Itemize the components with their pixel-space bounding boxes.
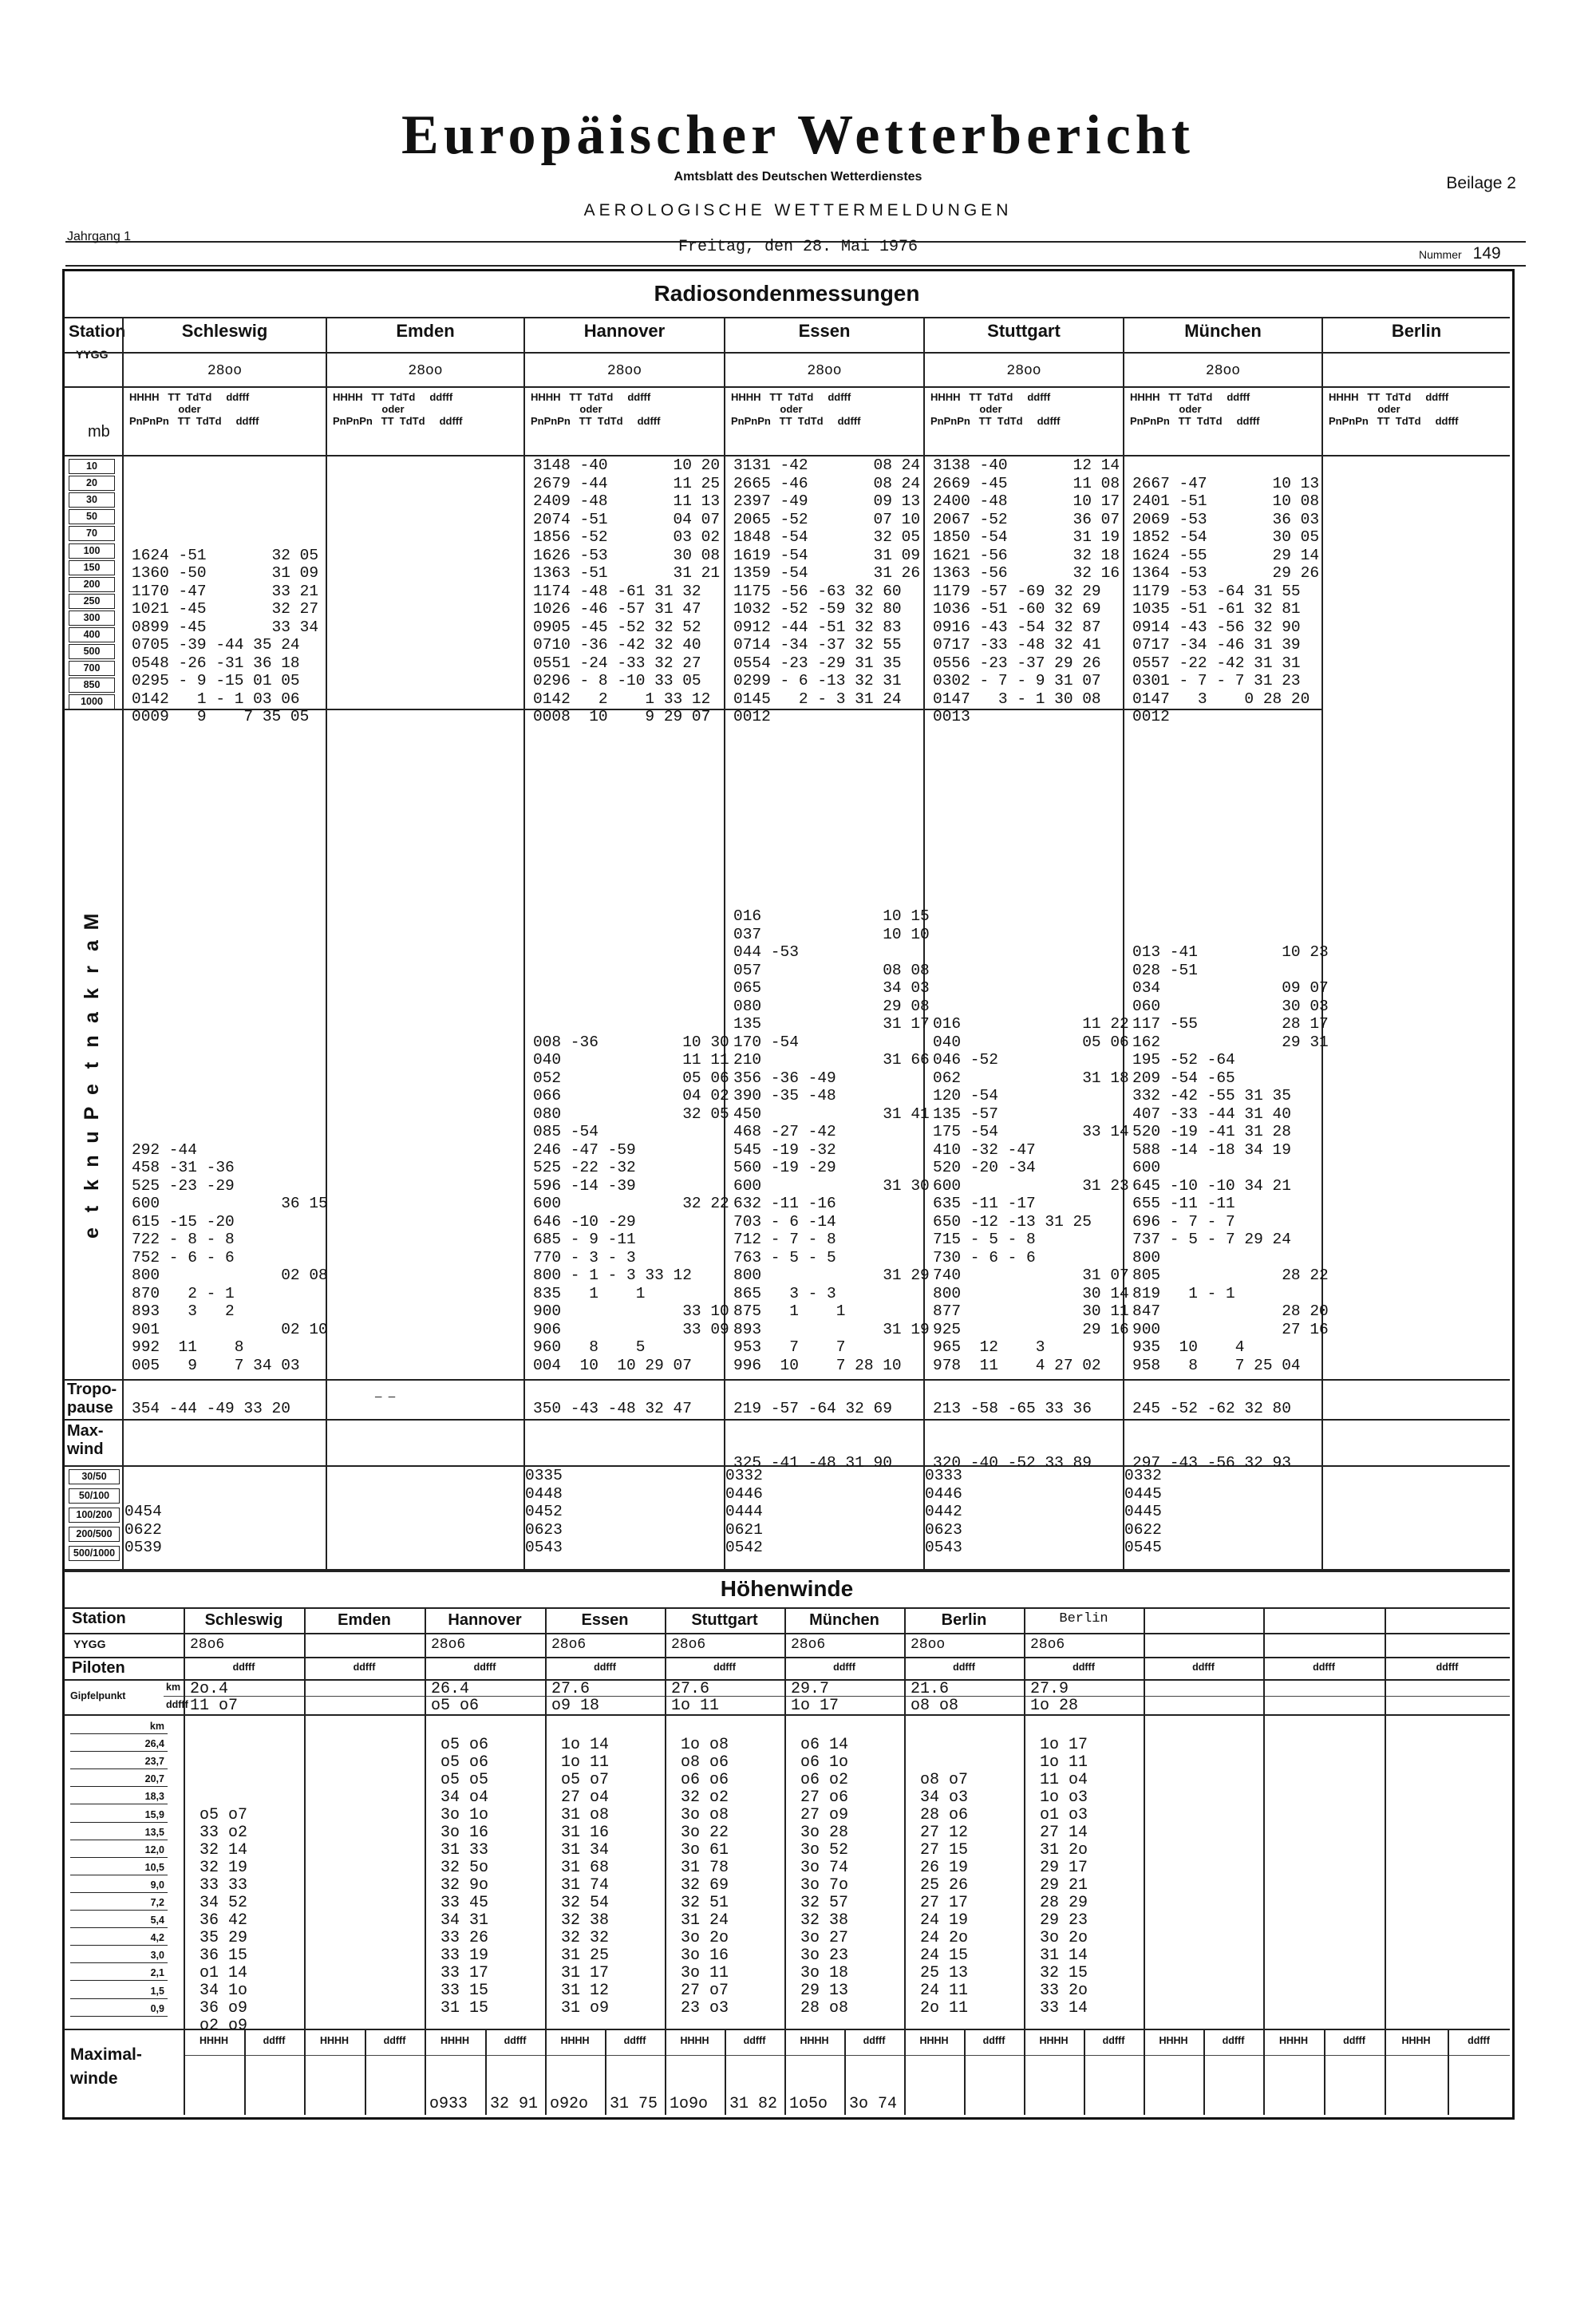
gipfel-ddfff: 1o 28 bbox=[1030, 1697, 1079, 1715]
mb-level: 700 bbox=[69, 661, 115, 676]
nummer-label: Nummer bbox=[1419, 248, 1462, 261]
wind-height: 0,9 bbox=[70, 2002, 168, 2017]
marked-label-char: u bbox=[81, 1131, 103, 1144]
ddfff-label: ddfff bbox=[473, 1662, 496, 1673]
rule bbox=[64, 352, 1510, 354]
rule bbox=[64, 1679, 1510, 1681]
marked-label-char: r bbox=[81, 966, 103, 974]
shear-data: 0332 0445 0445 0622 0545 bbox=[1124, 1467, 1162, 1556]
mb-level: 20 bbox=[69, 476, 115, 491]
wind-station-name: Stuttgart bbox=[691, 1611, 758, 1629]
maxwind-label: Max- wind bbox=[67, 1422, 104, 1458]
marked-label-char: a bbox=[81, 940, 103, 951]
ddfff-label: ddfff bbox=[982, 2035, 1005, 2046]
max-ddfff: 32 91 bbox=[490, 2095, 539, 2113]
hhhh-label: HHHH bbox=[1278, 2035, 1309, 2046]
wind-column-data: o8 o7 34 o3 28 o6 27 12 27 15 26 19 25 26 27 17 24 19 24 2o 24 15 25 13 24 11 2o 11 bbox=[920, 1771, 969, 2017]
hhhh-label: HHHH bbox=[199, 2035, 229, 2046]
shear-level: 50/100 bbox=[69, 1488, 120, 1504]
ddfff-label: ddfff bbox=[232, 1662, 255, 1673]
shear-data: 0333 0446 0442 0623 0543 bbox=[925, 1467, 962, 1556]
wind-height: 9,0 bbox=[70, 1878, 168, 1893]
rule bbox=[64, 1419, 1510, 1421]
winds-section-title: Höhenwinde bbox=[720, 1576, 854, 1601]
column-rule bbox=[1123, 317, 1124, 1569]
station-name: Schleswig bbox=[181, 321, 268, 341]
station-std-data: 3148 -40 10 20 2679 -44 11 25 2409 -48 11 13 2074 -51 04 07 1856 -52 03 02 1626 -53 30 08 1363 -51 31 21 1174 -48 -61 31 32 1026 -46 -57 31 47 0905 -45 -52 32 52 0710 -36 -42 32 40 0551 -24 -33 32 27 0296 - 8 -10 33 05 0142 2 1 33 12 0008 10 9 29 07 bbox=[533, 456, 721, 725]
wind-yygg: 28o6 bbox=[190, 1637, 225, 1653]
mb-level: 100 bbox=[69, 543, 115, 559]
station-marked-data: 013 -41 10 23 028 -51 034 09 07 060 30 03 117 -55 28 17 162 29 31 195 -52 -64 209 -54 -65 332 -42 -55 31 35 407 -33 -44 31 40 520 -19 -41 31 28 588 -14 -18 34 19 600 645 -10 -10 34 21 655 -11 -11 696 - 7 - 7 737 - 5 - 7 29 24 800 805 28 22 819 1 - 1 847 28 20 900 27 16 935 10 4 958 8 7 25 04 bbox=[1132, 943, 1329, 1374]
maxwind-value: 320 -40 -52 33 89 bbox=[933, 1454, 1092, 1472]
mb-level: 30 bbox=[69, 492, 115, 508]
max-height: 1o9o bbox=[670, 2095, 709, 2113]
marked-label-char: k bbox=[81, 1180, 103, 1191]
rule bbox=[64, 1571, 1510, 1572]
tropopause-value: 219 -57 -64 32 69 bbox=[733, 1400, 892, 1417]
wind-height: 1,5 bbox=[70, 1984, 168, 1999]
beilage: Beilage 2 bbox=[1446, 174, 1516, 192]
mb-level: 300 bbox=[69, 611, 115, 626]
wind-column-data: o5 o7 33 o2 32 14 32 19 33 33 34 52 36 42 35 29 36 15 o1 14 34 1o 36 o9 o2 o9 bbox=[200, 1806, 248, 2035]
mb-level: 1000 bbox=[69, 694, 115, 709]
shear-level: 500/1000 bbox=[69, 1546, 120, 1561]
hhhh-label: HHHH bbox=[800, 2035, 829, 2046]
wind-station-name: Berlin bbox=[941, 1611, 987, 1629]
ddfff-label: ddfff bbox=[263, 2035, 286, 2046]
rule bbox=[64, 1714, 1510, 1716]
column-header: HHHH TT TdTd ddfff oder PnPnPn TT TdTd ddfff bbox=[531, 391, 661, 427]
marked-label-char: n bbox=[81, 1035, 103, 1048]
column-rule bbox=[122, 317, 124, 1569]
shear-level: 100/200 bbox=[69, 1508, 120, 1523]
mb-level: 500 bbox=[69, 644, 115, 659]
wind-station-name: München bbox=[809, 1611, 879, 1629]
wind-column-data: 1o 17 1o 11 11 o4 1o o3 o1 o3 27 14 31 2o 29 17 29 21 28 29 29 23 3o 2o 31 14 32 15 33 2o 33 14 bbox=[1040, 1736, 1088, 2017]
marked-label-char: a bbox=[81, 1012, 103, 1023]
mb-level: 400 bbox=[69, 627, 115, 642]
shear-level: 30/50 bbox=[69, 1469, 120, 1484]
mb-level: 200 bbox=[69, 577, 115, 592]
rule bbox=[184, 2055, 1510, 2056]
gipfel-ddfff: 1o 17 bbox=[791, 1697, 839, 1715]
ddfff-label: ddfff bbox=[833, 1662, 855, 1673]
yygg-value: 28oo bbox=[408, 363, 443, 379]
gipfel-km: 2o.4 bbox=[190, 1680, 229, 1698]
station-name: Essen bbox=[798, 321, 851, 341]
mb-level: 150 bbox=[69, 560, 115, 575]
wind-station-name: Schleswig bbox=[204, 1611, 283, 1629]
gipfel-km: 29.7 bbox=[791, 1680, 830, 1698]
column-header: HHHH TT TdTd ddfff oder PnPnPn TT TdTd ddfff bbox=[1329, 391, 1459, 427]
hhhh-label: HHHH bbox=[1401, 2035, 1431, 2046]
ddfff-label: ddfff bbox=[594, 1662, 616, 1673]
station-std-data: 3138 -40 12 14 2669 -45 11 08 2400 -48 10 17 2067 -52 36 07 1850 -54 31 19 1621 -56 32 18 1363 -56 32 16 1179 -57 -69 32 29 1036 -51 -60 32 69 0916 -43 -54 32 87 0717 -33 -48 32 41 0556 -23 -37 29 26 0302 - 7 - 9 31 07 0147 3 - 1 30 08 0013 bbox=[933, 456, 1120, 725]
ddfff-label: ddfff bbox=[1102, 2035, 1125, 2046]
ddfff-label: ddfff bbox=[1313, 1662, 1335, 1673]
tropopause-value: 354 -44 -49 33 20 bbox=[132, 1400, 290, 1417]
gipfel-km-label: km bbox=[166, 1682, 181, 1693]
station-name: München bbox=[1184, 321, 1262, 341]
max-ddfff: 3o 74 bbox=[849, 2095, 898, 2113]
yygg-value: 28oo bbox=[207, 363, 243, 379]
column-header: HHHH TT TdTd ddfff oder PnPnPn TT TdTd ddfff bbox=[129, 391, 259, 427]
rule bbox=[64, 1607, 1510, 1609]
wind-yygg: 28o6 bbox=[671, 1637, 706, 1653]
mb-level: 850 bbox=[69, 678, 115, 693]
wind-height: 3,0 bbox=[70, 1948, 168, 1963]
marked-label-char: k bbox=[81, 988, 103, 999]
ddfff-label: ddfff bbox=[1222, 2035, 1245, 2046]
gipfelpunkt-label: Gipfelpunkt bbox=[70, 1690, 126, 1701]
gipfel-ddfff: o8 o8 bbox=[911, 1697, 959, 1715]
ddfff-label: ddfff bbox=[863, 2035, 886, 2046]
tropopause-value: 350 -43 -48 32 47 bbox=[533, 1400, 692, 1417]
station-label: Station bbox=[69, 322, 126, 341]
wind-height: 26,4 bbox=[70, 1737, 168, 1752]
max-height: o933 bbox=[429, 2095, 468, 2113]
radio-section-title: Radiosondenmessungen bbox=[654, 281, 920, 306]
ddfff-label: ddfff bbox=[1436, 1662, 1459, 1673]
ddfff-label: ddfff bbox=[1073, 1662, 1095, 1673]
winds-station-label: Station bbox=[72, 1610, 126, 1627]
gipfel-ddfff: 11 o7 bbox=[190, 1697, 239, 1715]
marked-label-char: n bbox=[81, 1155, 103, 1168]
yygg-value: 28oo bbox=[1205, 363, 1241, 379]
max-ddfff: 31 75 bbox=[610, 2095, 658, 2113]
wind-height: 10,5 bbox=[70, 1860, 168, 1875]
station-std-data: 2667 -47 10 13 2401 -51 10 08 2069 -53 36 03 1852 -54 30 05 1624 -55 29 14 1364 -53 29 26 1179 -53 -64 31 55 1035 -51 -61 32 81 0914 -43 -56 32 90 0717 -34 -46 31 39 0557 -22 -42 31 31 0301 - 7 - 7 31 23 0147 3 0 28 20 0012 bbox=[1132, 474, 1320, 725]
station-marked-data: 016 11 22 040 05 06 046 -52 062 31 18 120 -54 135 -57 175 -54 33 14 410 -32 -47 520 -20 -34 600 31 23 635 -11 -17 650 -12 -13 31 25 715 - 5 - 8 730 - 6 - 6 740 31 07 800 30 14 877 30 11 925 29 16 965 12 3 978 11 4 27 02 bbox=[933, 1015, 1129, 1374]
mb-level: 50 bbox=[69, 509, 115, 524]
gipfel-ddfff: o9 18 bbox=[551, 1697, 600, 1715]
maxwind-value: 325 -41 -48 31 90 bbox=[733, 1454, 892, 1472]
wind-yygg: 28o6 bbox=[551, 1637, 587, 1653]
wind-height: 20,7 bbox=[70, 1772, 168, 1787]
station-marked-data: 016 10 15 037 10 10 044 -53 057 08 08 065 34 03 080 29 08 135 31 17 170 -54 210 31 66 356 -36 -49 390 -35 -48 450 31 41 468 -27 -42 545 -19 -32 560 -19 -29 600 31 30 632 -11 -16 703 - 6 -14 712 - 7 - 8 763 - 5 - 5 800 31 29 865 3 - 3 875 1 1 893 31 19 953 7 7 996 10 7 28 10 bbox=[733, 907, 930, 1374]
wind-column-data: 1o o8 o8 o6 o6 o6 32 o2 3o o8 3o 22 3o 61 31 78 32 69 32 51 31 24 3o 2o 3o 16 3o 11 27 o7 23 o3 bbox=[681, 1736, 729, 2017]
ddfff-label: ddfff bbox=[504, 2035, 527, 2046]
rule bbox=[64, 709, 1321, 710]
ddfff-label: ddfff bbox=[953, 1662, 975, 1673]
hhhh-label: HHHH bbox=[1039, 2035, 1069, 2046]
tropopause-label: Tropo- pause bbox=[67, 1381, 117, 1417]
issue-date: Freitag, den 28. Mai 1976 bbox=[678, 238, 918, 256]
hhhh-label: HHHH bbox=[560, 2035, 590, 2046]
jahrgang: Jahrgang 1 bbox=[67, 230, 132, 243]
wind-yygg: 28o6 bbox=[431, 1637, 466, 1653]
max-height: o92o bbox=[550, 2095, 589, 2113]
maximalwinde-label: Maximal- winde bbox=[70, 2045, 142, 2088]
divider bbox=[65, 265, 1526, 267]
maxwind-value: 297 -43 -56 32 93 bbox=[1132, 1454, 1291, 1472]
rule bbox=[64, 2029, 1510, 2030]
page-title: Europäischer Wetterbericht bbox=[401, 105, 1195, 166]
wind-height: 18,3 bbox=[70, 1789, 168, 1804]
mb-level: 70 bbox=[69, 526, 115, 541]
ddfff-label: ddfff bbox=[383, 2035, 406, 2046]
station-marked-data: 292 -44 458 -31 -36 525 -23 -29 600 36 15 615 -15 -20 722 - 8 - 8 752 - 6 - 6 800 02 08 870 2 - 1 893 3 2 901 02 10 992 11 8 005 9 7 34 03 bbox=[132, 1140, 328, 1374]
gipfel-ddfff: 1o 11 bbox=[671, 1697, 720, 1715]
rule bbox=[64, 1633, 1510, 1634]
marked-label-char: P bbox=[81, 1106, 103, 1120]
hhhh-label: HHHH bbox=[319, 2035, 350, 2046]
tropopause-value: — — bbox=[375, 1391, 396, 1404]
yygg-label: YYGG bbox=[76, 348, 109, 361]
ddfff-label: ddfff bbox=[713, 1662, 736, 1673]
station-std-data: 3131 -42 08 24 2665 -46 08 24 2397 -49 09 13 2065 -52 07 10 1848 -54 32 05 1619 -54 31 09 1359 -54 31 26 1175 -56 -63 32 60 1032 -52 -59 32 80 0912 -44 -51 32 83 0714 -34 -37 32 55 0554 -23 -29 31 35 0299 - 6 -13 32 31 0145 2 - 3 31 24 0012 bbox=[733, 456, 921, 725]
station-std-data: 1624 -51 32 05 1360 -50 31 09 1170 -47 33 21 1021 -45 32 27 0899 -45 33 34 0705 -39 -44 35 24 0548 -26 -31 36 18 0295 - 9 -15 01 05 0142 1 - 1 03 06 0009 9 7 35 05 bbox=[132, 546, 319, 725]
wind-height: km bbox=[70, 1719, 168, 1734]
wind-station-name: Hannover bbox=[448, 1611, 522, 1629]
column-header: HHHH TT TdTd ddfff oder PnPnPn TT TdTd ddfff bbox=[930, 391, 1061, 427]
subtitle: Amtsblatt des Deutschen Wetterdienstes bbox=[674, 170, 922, 184]
yygg-value: 28oo bbox=[1006, 363, 1041, 379]
mb-label: mb bbox=[88, 423, 110, 441]
station-name: Emden bbox=[396, 321, 455, 341]
nummer-value: 149 bbox=[1472, 244, 1501, 263]
wind-column-data: o6 14 o6 1o o6 o2 27 o6 27 o9 3o 28 3o 52 3o 74 3o 7o 32 57 32 38 3o 27 3o 23 3o 18 29 13 28 o8 bbox=[800, 1736, 849, 2017]
station-name: Hannover bbox=[583, 321, 666, 341]
tropopause-value: 213 -58 -65 33 36 bbox=[933, 1400, 1092, 1417]
station-name: Stuttgart bbox=[987, 321, 1061, 341]
marked-label-char: e bbox=[81, 1084, 103, 1095]
wind-height: 15,9 bbox=[70, 1808, 168, 1823]
wind-height: 13,5 bbox=[70, 1825, 168, 1840]
gipfel-km: 27.6 bbox=[671, 1680, 710, 1698]
wind-yygg: 28o6 bbox=[791, 1637, 826, 1653]
wind-station-name: Essen bbox=[581, 1611, 629, 1629]
max-ddfff: 31 82 bbox=[729, 2095, 778, 2113]
wind-height: 4,2 bbox=[70, 1930, 168, 1946]
ddfff-label: ddfff bbox=[623, 2035, 646, 2046]
gipfel-km: 21.6 bbox=[911, 1680, 950, 1698]
yygg-value: 28oo bbox=[807, 363, 842, 379]
yygg-value: 28oo bbox=[606, 363, 642, 379]
ddfff-label: ddfff bbox=[1468, 2035, 1490, 2046]
wind-height: 7,2 bbox=[70, 1895, 168, 1911]
issue-number bbox=[1419, 244, 1501, 263]
column-rule bbox=[724, 317, 725, 1569]
section-heading: AEROLOGISCHE WETTERMELDUNGEN bbox=[583, 201, 1013, 219]
tropopause-value: 245 -52 -62 32 80 bbox=[1132, 1400, 1291, 1417]
rule bbox=[64, 1657, 1510, 1658]
max-height: 1o5o bbox=[789, 2095, 828, 2113]
shear-data: 0454 0622 0539 bbox=[124, 1503, 162, 1556]
shear-level: 200/500 bbox=[69, 1527, 120, 1542]
gipfel-km: 27.6 bbox=[551, 1680, 591, 1698]
rule bbox=[64, 317, 1510, 318]
rule bbox=[64, 1379, 1510, 1381]
column-header: HHHH TT TdTd ddfff oder PnPnPn TT TdTd ddfff bbox=[1130, 391, 1260, 427]
ddfff-label: ddfff bbox=[743, 2035, 766, 2046]
mb-level: 10 bbox=[69, 459, 115, 474]
winds-yygg-label: YYGG bbox=[73, 1638, 106, 1650]
wind-yygg: 28oo bbox=[911, 1637, 946, 1653]
ddfff-label: ddfff bbox=[1343, 2035, 1365, 2046]
shear-data: 0332 0446 0444 0621 0542 bbox=[725, 1467, 763, 1556]
station-marked-data: 008 -36 10 30 040 11 11 052 05 06 066 04 02 080 32 05 085 -54 246 -47 -59 525 -22 -32 596 -14 -39 600 32 22 646 -10 -29 685 - 9 -11 770 - 3 - 3 800 - 1 - 3 33 12 835 1 1 900 33 10 906 33 09 960 8 5 004 10 10 29 07 bbox=[533, 1033, 729, 1374]
hhhh-label: HHHH bbox=[680, 2035, 709, 2046]
marked-label-char: t bbox=[81, 1061, 103, 1069]
wind-height: 12,0 bbox=[70, 1843, 168, 1858]
gipfel-ddfff: o5 o6 bbox=[431, 1697, 480, 1715]
wind-height: 5,4 bbox=[70, 1913, 168, 1928]
gipfel-km: 26.4 bbox=[431, 1680, 470, 1698]
column-rule bbox=[326, 317, 327, 1569]
gipfel-ddfff-label: ddfff bbox=[166, 1699, 188, 1710]
gipfel-km: 27.9 bbox=[1030, 1680, 1069, 1698]
ddfff-label: ddfff bbox=[1192, 1662, 1215, 1673]
column-header: HHHH TT TdTd ddfff oder PnPnPn TT TdTd ddfff bbox=[731, 391, 861, 427]
marked-points-label bbox=[80, 910, 104, 1245]
column-header: HHHH TT TdTd ddfff oder PnPnPn TT TdTd ddfff bbox=[333, 391, 463, 427]
marked-label-char: e bbox=[81, 1227, 103, 1239]
wind-station-name: Emden bbox=[338, 1611, 391, 1629]
wind-column-data: o5 o6 o5 o6 o5 o5 34 o4 3o 1o 3o 16 31 33 32 5o 32 9o 33 45 34 31 33 26 33 19 33 17 33 15 31 15 bbox=[440, 1736, 489, 2017]
hhhh-label: HHHH bbox=[919, 2035, 949, 2046]
ddfff-label: ddfff bbox=[353, 1662, 376, 1673]
wind-station-name: Berlin bbox=[1059, 1611, 1108, 1626]
rule bbox=[64, 386, 1510, 388]
marked-label-char: M bbox=[81, 913, 103, 931]
shear-data: 0335 0448 0452 0623 0543 bbox=[525, 1467, 563, 1556]
hhhh-label: HHHH bbox=[440, 2035, 470, 2046]
wind-height: 2,1 bbox=[70, 1966, 168, 1981]
hhhh-label: HHHH bbox=[1159, 2035, 1188, 2046]
wind-column-data: 1o 14 1o 11 o5 o7 27 o4 31 o8 31 16 31 34 31 68 31 74 32 54 32 38 32 32 31 25 31 17 31 12 31 o9 bbox=[561, 1736, 610, 2017]
station-name: Berlin bbox=[1391, 321, 1442, 341]
column-rule bbox=[523, 317, 525, 1569]
mb-level: 250 bbox=[69, 594, 115, 609]
wind-height: 23,7 bbox=[70, 1754, 168, 1769]
marked-label-char: t bbox=[81, 1205, 103, 1213]
wind-yygg: 28o6 bbox=[1030, 1637, 1065, 1653]
piloten-label: Piloten bbox=[72, 1659, 125, 1677]
